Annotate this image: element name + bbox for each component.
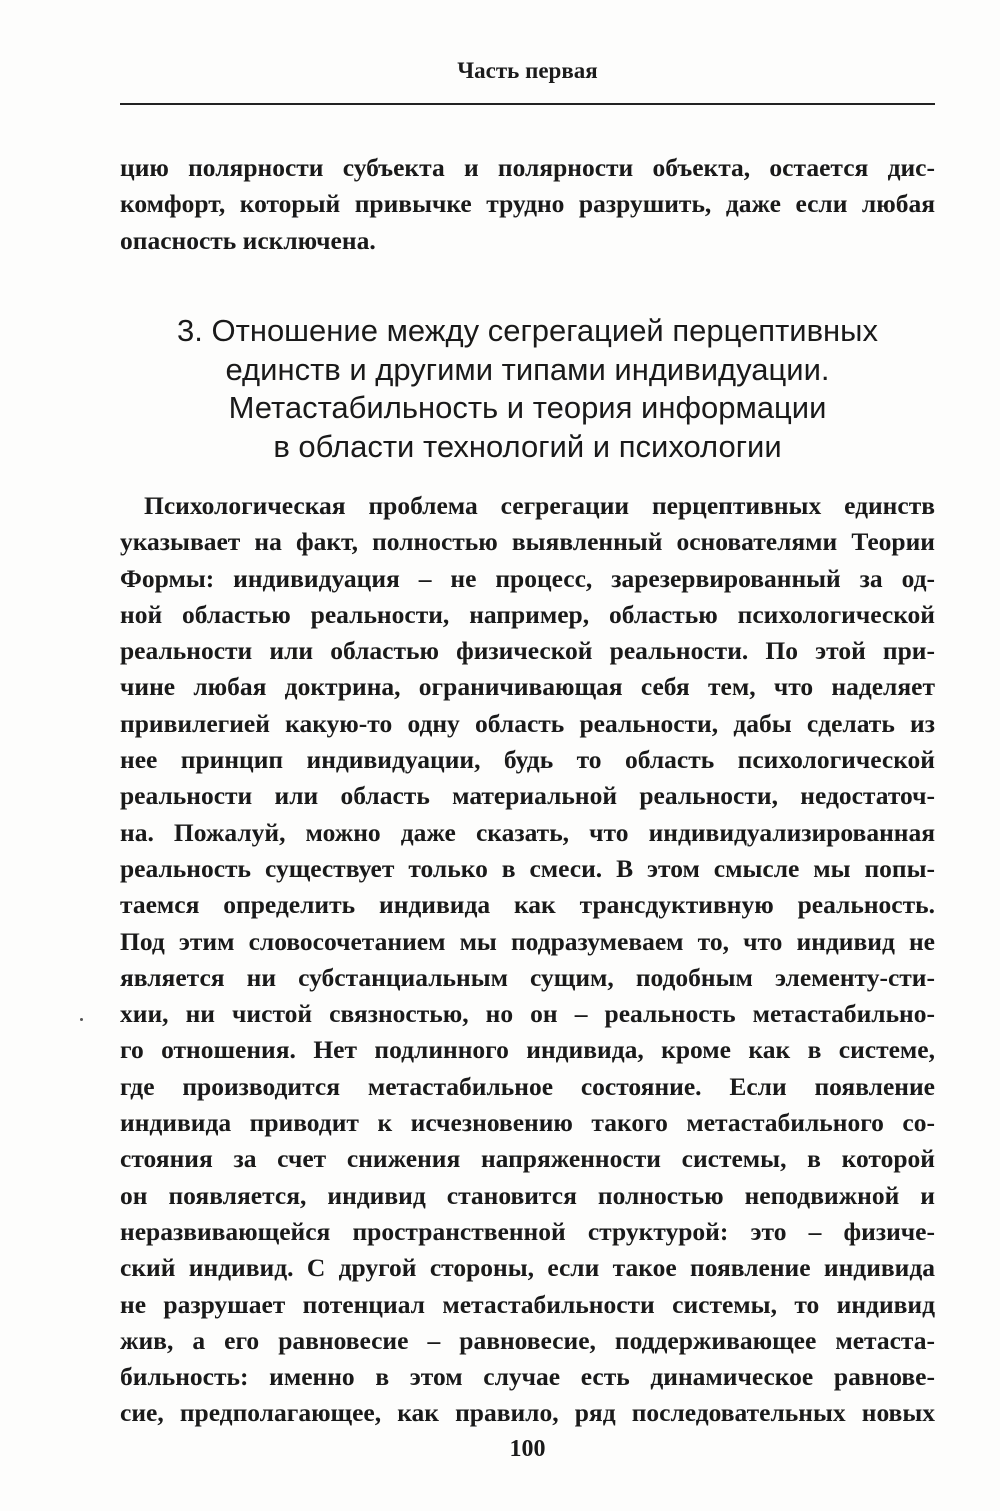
header-rule	[120, 103, 935, 105]
text-line: ной областью реальности, например, областью психологической	[120, 599, 935, 629]
text-line: чине любая доктрина, ограничивающая себя тем, что наделяет	[120, 672, 935, 702]
continuation-paragraph	[120, 150, 935, 259]
text-line: индивида приводит к исчезновению такого метастабильного со-	[120, 1108, 935, 1138]
text-line: сие, предполагающее, как правило, ряд последовательных новых	[120, 1398, 935, 1428]
text-line: реальность существует только в смеси. В этом смысле мы попы-	[120, 853, 935, 883]
text-line: где производится метастабильное состояние. Если появление	[120, 1071, 935, 1101]
text-line: не разрушает потенциал метастабильности системы, то индивид	[120, 1289, 935, 1319]
text-line: привилегией какую-то одну область реальности, дабы сделать из	[120, 708, 935, 738]
heading-line: в области технологий и психологии	[273, 428, 782, 464]
page-number: 100	[509, 1436, 546, 1462]
text-line: опасность исключена.	[120, 225, 376, 255]
heading-line: единств и другими типами индивидуации.	[225, 351, 830, 387]
text-line: бильность: именно в этом случае есть динамическое равнове-	[120, 1362, 935, 1392]
text-line: является ни субстанциальным сущим, подобным элементу-сти-	[120, 962, 935, 992]
text-line: реальности или область материальной реальности, недостаточ-	[120, 781, 935, 811]
text-line: стояния за счет снижения напряженности системы, в которой	[120, 1144, 935, 1174]
text-line: го отношения. Нет подлинного индивида, кроме как в системе,	[120, 1035, 935, 1065]
text-line: таемся определить индивида как трансдуктивную реальность.	[120, 890, 935, 920]
body-paragraph	[120, 488, 935, 1432]
heading-line: Метастабильность и теория информации	[228, 390, 827, 425]
text-line: ский индивид. С другой стороны, если такое появление индивида	[120, 1253, 935, 1283]
text-line: Под этим словосочетанием мы подразумеваем то, что индивид не	[120, 926, 935, 956]
text-line: жив, а его равновесие – равновесие, поддерживающее метаста-	[120, 1325, 935, 1355]
text-line: Формы: индивидуация – не процесс, зарезервированный за од-	[120, 563, 935, 593]
heading-line: 3. Отношение между сегрегацией перцептивных	[177, 313, 878, 348]
text-line: комфорт, который привычке трудно разрушить, даже если любая	[120, 189, 935, 219]
text-line: реальности или областью физической реальности. По этой при-	[120, 636, 935, 666]
running-head: Часть первая	[457, 58, 598, 83]
scan-speck	[80, 1018, 83, 1021]
text-line: указывает на факт, полностью выявленный основателями Теории	[120, 527, 935, 557]
text-line: неразвивающейся пространственной структурой: это – физиче-	[120, 1216, 935, 1246]
text-line: нее принцип индивидуации, будь то область психологической	[120, 745, 935, 775]
text-line: Психологическая проблема сегрегации перцептивных единств	[144, 491, 935, 520]
text-line: цию полярности субъекта и полярности объекта, остается дис-	[120, 153, 935, 182]
text-line: хии, ни чистой связностью, но он – реальность метастабильно-	[120, 999, 935, 1029]
text-line: на. Пожалуй, можно даже сказать, что индивидуализированная	[120, 817, 935, 847]
text-line: он появляется, индивид становится полностью неподвижной и	[120, 1180, 935, 1210]
section-heading	[120, 312, 935, 466]
